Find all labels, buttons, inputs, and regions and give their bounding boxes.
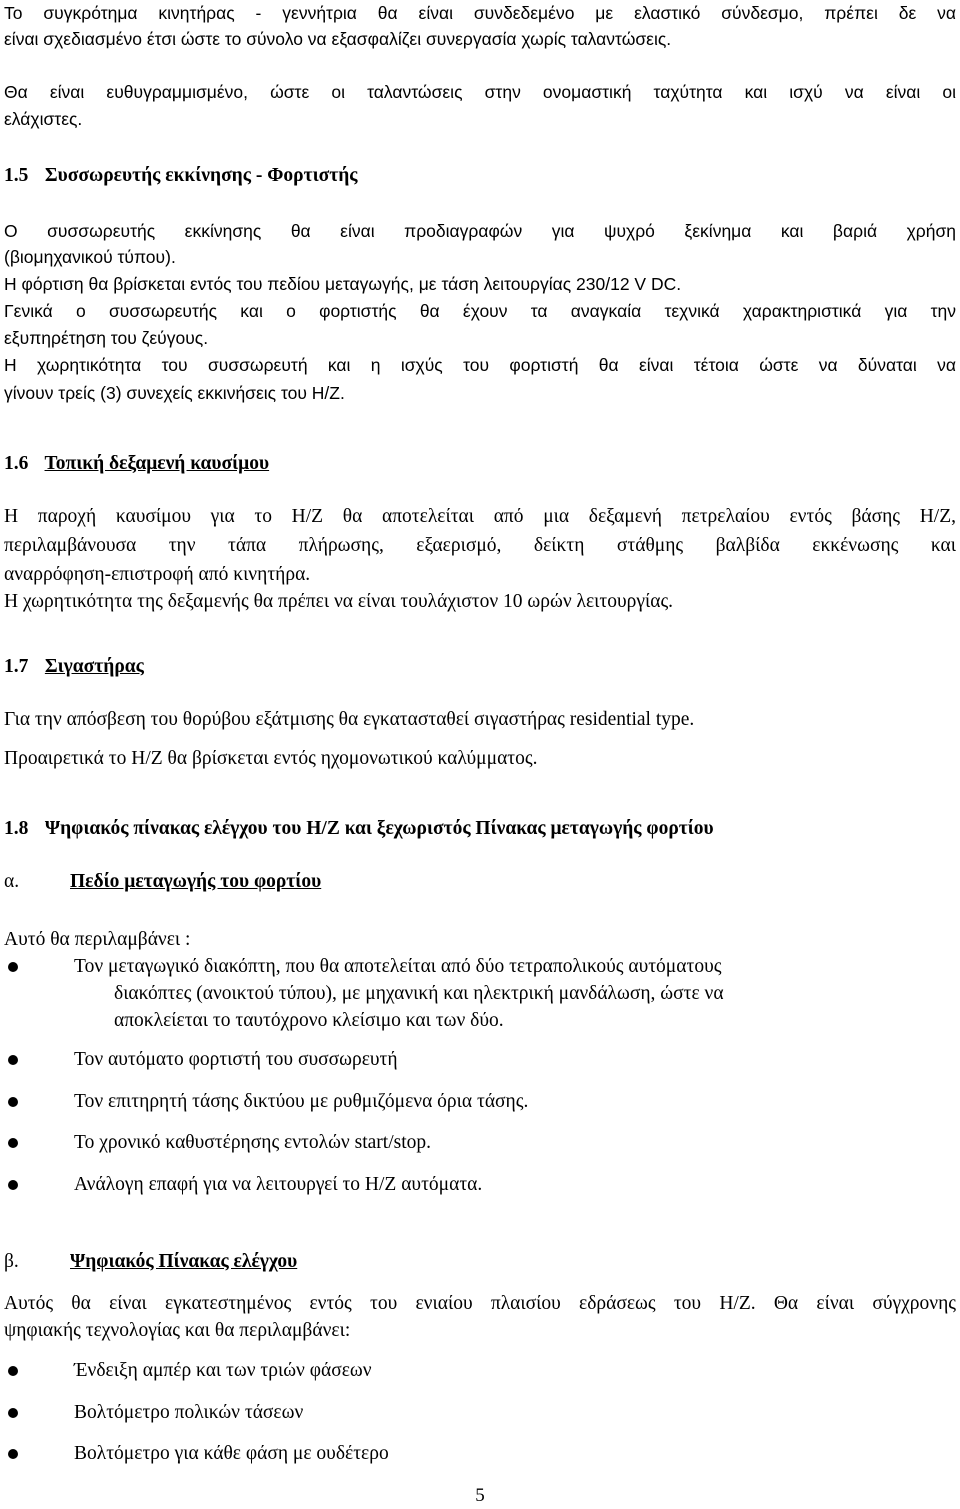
paragraph-line: Η χωρητικότητα της δεξαμενής θα πρέπει να είναι τουλάχιστον 10 ωρών λειτουργίας. xyxy=(4,591,674,612)
bullet-icon xyxy=(8,1366,18,1376)
paragraph-line: (βιομηχανικού τύπου). xyxy=(4,247,176,267)
bullet-icon xyxy=(8,1449,18,1459)
list-item: Τον επιτηρητή τάσης δικτύου με ρυθμιζόμενα όρια τάσης. xyxy=(74,1091,529,1112)
paragraph-line: Ο συσσωρευτής εκκίνησης θα είναι προδιαγραφών για ψυχρό ξεκίνημα και βαριά χρήση xyxy=(4,221,956,241)
paragraph-line: Για την απόσβεση του θορύβου εξάτμισης θα εγκατασταθεί σιγαστήρας residential type. xyxy=(4,709,695,730)
list-item: Ένδειξη αμπέρ και των τριών φάσεων xyxy=(74,1360,372,1381)
subsection-title: Πεδίο μεταγωγής του φορτίου xyxy=(70,871,322,892)
subsection-heading-a xyxy=(4,869,956,895)
section-number: 1.6 xyxy=(4,453,29,474)
paragraph-line: εξυπηρέτηση του ζεύγους. xyxy=(4,328,209,348)
section-title: Ψηφιακός πίνακας ελέγχου του Η/Ζ και ξεχωριστός Πίνακας μεταγωγής φορτίου xyxy=(44,818,714,839)
section-number: 1.8 xyxy=(4,818,29,839)
paragraph-line: περιλαμβάνουσα την τάπα πλήρωσης, εξαερισμό, δείκτη στάθμης βαλβίδα εκκένωσης και xyxy=(4,535,956,556)
bullet-icon xyxy=(8,1055,18,1065)
list-item: Τον αυτόματο φορτιστή του συσσωρευτή xyxy=(74,1049,398,1070)
paragraph-line: Γενικά ο συσσωρευτής και ο φορτιστής θα έχουν τα αναγκαία τεχνικά χαρακτηριστικά για την xyxy=(4,301,956,321)
list-item-continuation: διακόπτες (ανοικτού τύπου), με μηχανική και ηλεκτρική μανδάλωση, ώστε να xyxy=(114,983,724,1004)
paragraph-line: ψηφιακής τεχνολογίας και θα περιλαμβάνει: xyxy=(4,1320,351,1341)
paragraph-line: Αυτός θα είναι εγκατεστημένος εντός του ενιαίου πλαισίου εδράσεως του Η/Ζ. Θα είναι σύγχρονης xyxy=(4,1293,956,1314)
list-item: Βολτόμετρο για κάθε φάση με ουδέτερο xyxy=(74,1443,389,1464)
section-heading-1-8 xyxy=(4,816,956,842)
list-item: Βολτόμετρο πολικών τάσεων xyxy=(74,1402,304,1423)
section-number: 1.7 xyxy=(4,656,29,677)
bullet-icon xyxy=(8,1138,18,1148)
paragraph-line: είναι σχεδιασμένο έτσι ώστε το σύνολο να εξασφαλίζει συνεργασία χωρίς ταλαντώσεις. xyxy=(4,29,672,49)
paragraph-line: Θα είναι ευθυγραμμισμένο, ώστε οι ταλαντώσεις στην ονομαστική ταχύτητα και ισχύ να είναι οι xyxy=(4,82,956,102)
section-heading-1-6 xyxy=(4,451,956,477)
bullet-icon xyxy=(8,1180,18,1190)
paragraph-line: αναρρόφηση-επιστροφή από κινητήρα. xyxy=(4,564,311,585)
page-number: 5 xyxy=(475,1485,485,1506)
subsection-title: Ψηφιακός Πίνακας ελέγχου xyxy=(70,1251,298,1272)
section-heading-1-5 xyxy=(4,163,956,189)
paragraph-line: Η φόρτιση θα βρίσκεται εντός του πεδίου μεταγωγής, με τάση λειτουργίας 230/12 V DC. xyxy=(4,274,682,294)
section-title: Συσσωρευτής εκκίνησης - Φορτιστής xyxy=(44,165,358,186)
subsection-letter: β. xyxy=(4,1251,19,1272)
subsection-heading-b xyxy=(4,1249,956,1275)
paragraph-line: Το συγκρότημα κινητήρας - γεννήτρια θα είναι συνδεδεμένο με ελαστικό σύνδεσμο, πρέπει δε να xyxy=(4,3,956,23)
paragraph-line: ελάχιστες. xyxy=(4,109,83,129)
paragraph-line: Η παροχή καυσίμου για το Η/Ζ θα αποτελείται από μια δεξαμενή πετρελαίου εντός βάσης Η/Ζ, xyxy=(4,506,956,527)
list-item: Το χρονικό καθυστέρησης εντολών start/stop. xyxy=(74,1132,431,1153)
section-title: Σιγαστήρας xyxy=(44,656,144,677)
subsection-letter: α. xyxy=(4,871,20,892)
paragraph-line: Η χωρητικότητα του συσσωρευτή και η ισχύς του φορτιστή θα είναι τέτοια ώστε να δύναται να xyxy=(4,355,956,375)
list-item: Ανάλογη επαφή για να λειτουργεί το Η/Ζ αυτόματα. xyxy=(74,1174,483,1195)
section-title: Τοπική δεξαμενή καυσίμου xyxy=(44,453,270,474)
bullet-icon xyxy=(8,1097,18,1107)
list-item-continuation: αποκλείεται το ταυτόχρονο κλείσιμο και των δύο. xyxy=(114,1010,504,1031)
paragraph-line: γίνουν τρείς (3) συνεχείς εκκινήσεις του Η/Ζ. xyxy=(4,383,345,403)
paragraph-line: Προαιρετικά το Η/Ζ θα βρίσκεται εντός ηχομονωτικού καλύμματος. xyxy=(4,748,538,769)
bullet-icon xyxy=(8,962,18,972)
section-heading-1-7 xyxy=(4,654,956,680)
section-number: 1.5 xyxy=(4,165,29,186)
bullet-icon xyxy=(8,1408,18,1418)
list-item: Τον μεταγωγικό διακόπτη, που θα αποτελείται από δύο τετραπολικούς αυτόματους xyxy=(74,956,722,977)
paragraph-line: Αυτό θα περιλαμβάνει : xyxy=(4,929,191,950)
